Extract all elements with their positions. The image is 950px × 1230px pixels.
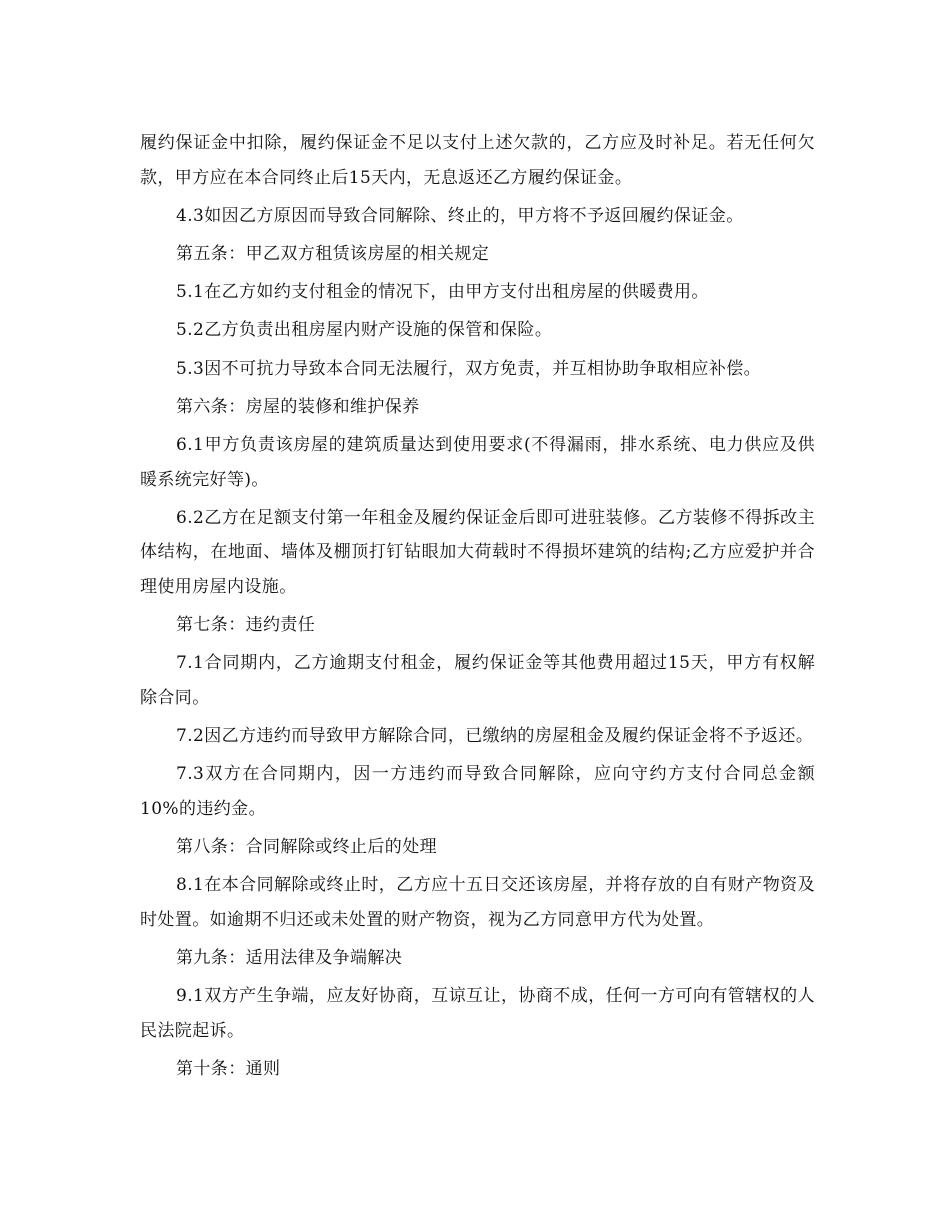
clause-6-1: 6.1甲方负责该房屋的建筑质量达到使用要求(不得漏雨，排水系统、电力供应及供暖系统完好等)。 xyxy=(140,434,815,490)
article-10-heading: 第十条：通则 xyxy=(176,1058,281,1079)
clause-5-3: 5.3因不可抗力导致本合同无法履行，双方免责，并互相协助争取相应补偿。 xyxy=(176,358,762,379)
clause-4-3: 4.3如因乙方原因而导致合同解除、终止的，甲方将不予返回履约保证金。 xyxy=(176,205,744,226)
article-9-heading: 第九条：适用法律及争端解决 xyxy=(176,947,403,968)
clause-6-2: 6.2乙方在足额支付第一年租金及履约保证金后即可进驻装修。乙方装修不得拆改主体结构，在地面、墙体及棚顶打钉钻眼加大荷载时不得损坏建筑的结构;乙方应爱护并合理使用房屋内设施。 xyxy=(140,507,815,597)
paragraph-deposit-deduction: 履约保证金中扣除，履约保证金不足以支付上述欠款的，乙方应及时补足。若无任何欠款，甲方应在本合同终止后15天内，无息返还乙方履约保证金。 xyxy=(140,133,815,188)
clause-5-1: 5.1在乙方如约支付租金的情况下，由甲方支付出租房屋的供暖费用。 xyxy=(176,282,709,303)
clause-7-1: 7.1合同期内，乙方逾期支付租金，履约保证金等其他费用超过15天，甲方有权解除合同。 xyxy=(140,653,815,708)
clause-7-3: 7.3双方在合同期内，因一方违约而导致合同解除，应向守约方支付合同总金额10%的违约金。 xyxy=(140,764,815,819)
article-5-heading: 第五条：甲乙双方租赁该房屋的相关规定 xyxy=(176,243,490,264)
article-7-heading: 第七条：违约责任 xyxy=(176,615,316,636)
clause-9-1: 9.1双方产生争端，应友好协商，互谅互让，协商不成，任何一方可向有管辖权的人民法院起诉。 xyxy=(140,986,815,1041)
clause-8-1: 8.1在本合同解除或终止时，乙方应十五日交还该房屋，并将存放的自有财产物资及时处置。如逾期不归还或未处置的财产物资，视为乙方同意甲方代为处置。 xyxy=(140,875,815,930)
document-body xyxy=(140,126,815,1090)
clause-5-2: 5.2乙方负责出租房屋内财产设施的保管和保险。 xyxy=(176,320,553,341)
clause-7-2: 7.2因乙方违约而导致甲方解除合同，已缴纳的房屋租金及履约保证金将不予返还。 xyxy=(176,726,814,747)
article-8-heading: 第八条：合同解除或终止后的处理 xyxy=(176,837,437,857)
article-6-heading: 第六条：房屋的装修和维护保养 xyxy=(176,396,420,417)
